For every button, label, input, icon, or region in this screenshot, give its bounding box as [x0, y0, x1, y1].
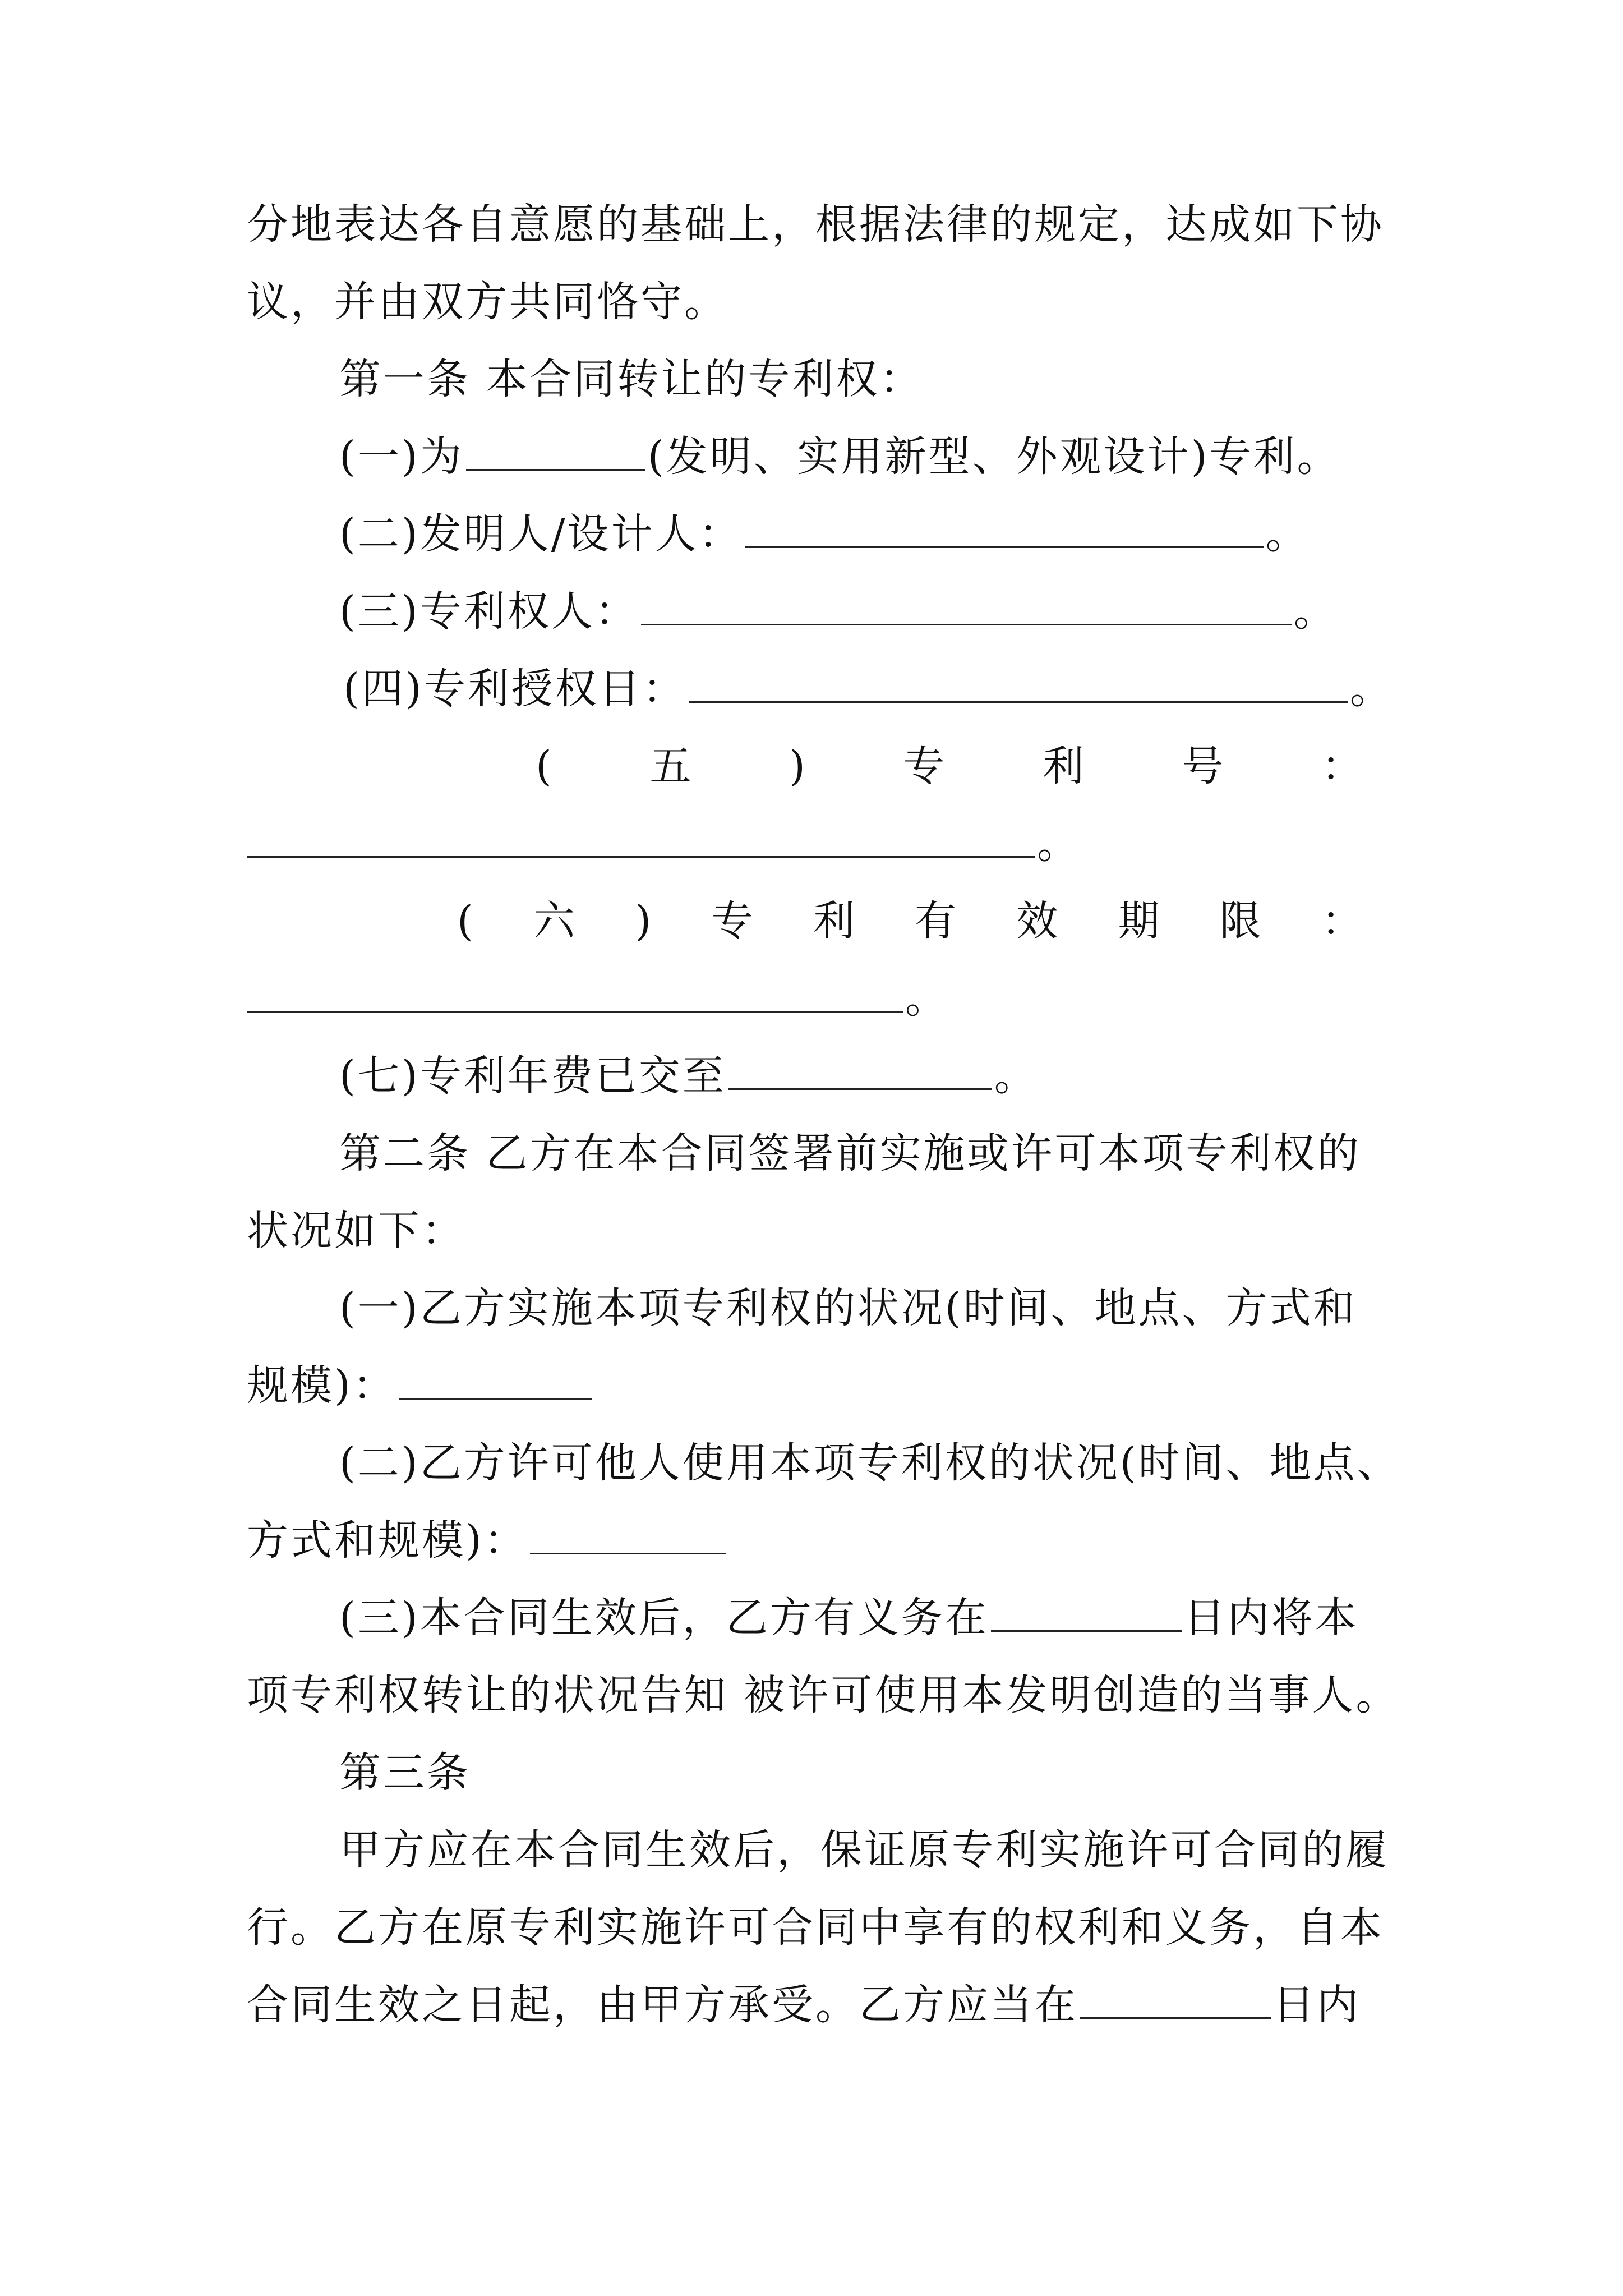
clause-char: 利 — [813, 897, 855, 945]
clause-text: 。 — [994, 1052, 1038, 1100]
clause-text: 合同生效之日起，由甲方承受。乙方应当在 — [247, 1981, 1078, 2029]
clause-text: (一)为 — [339, 432, 464, 481]
clause-text: 。 — [1265, 510, 1310, 558]
clause-text: (三)本合同生效后，乙方有义务在 — [339, 1594, 989, 1642]
clause-text: 方式和规模)： — [247, 1516, 528, 1565]
article-heading: 第一条 本合同转让的专利权： — [339, 355, 924, 403]
clause-line — [247, 1360, 594, 1411]
clause-text: 。 — [1349, 665, 1394, 713]
fill-blank[interactable] — [689, 666, 1348, 703]
clause-line — [343, 664, 1394, 714]
fill-blank[interactable] — [1080, 1982, 1271, 2019]
clause-char: 号 — [1182, 742, 1224, 790]
clause-line — [339, 586, 1338, 637]
clause-line — [247, 1980, 1361, 2030]
paragraph-line: 甲方应在本合同生效后，保证原专利实施许可合同的履 — [339, 1826, 1389, 1874]
article-heading: 第三条 — [339, 1749, 471, 1797]
clause-text: 。 — [905, 974, 949, 1023]
paragraph-line: 状况如下： — [247, 1207, 465, 1255]
clause-line: (一)乙方实施本项专利权的状况(时间、地点、方式和 — [339, 1284, 1357, 1332]
clause-line — [339, 431, 1341, 482]
fill-blank[interactable] — [991, 1595, 1182, 1632]
clause-text: 。 — [1293, 587, 1338, 636]
clause-line — [247, 1515, 728, 1566]
clause-text: 日内将本 — [1183, 1594, 1359, 1642]
fill-blank[interactable] — [641, 589, 1292, 625]
clause-char: 专 — [903, 742, 945, 790]
clause-line — [247, 973, 949, 1024]
fill-blank[interactable] — [728, 1053, 992, 1090]
article-heading: 第二条 乙方在本合同签署前实施或许可本项专利权的 — [339, 1129, 1361, 1177]
clause-text: (四)专利授权日： — [343, 665, 686, 713]
clause-char: 期 — [1118, 897, 1160, 945]
clause-char: ( — [536, 742, 552, 790]
clause-line: (二)乙方许可他人使用本项专利权的状况(时间、地点、 — [339, 1439, 1401, 1487]
paragraph-line: 分地表达各自意愿的基础上，根据法律的规定，达成如下协 — [247, 200, 1384, 249]
clause-text: 。 — [1037, 820, 1081, 868]
clause-char: 六 — [533, 897, 575, 945]
clause-line — [339, 509, 1310, 559]
clause-char: ： — [1321, 742, 1363, 790]
fill-blank[interactable] — [247, 976, 903, 1013]
clause-text: 规模)： — [247, 1361, 396, 1410]
clause-char: ( — [457, 897, 473, 945]
clause-char: 专 — [711, 897, 753, 945]
clause-char: 五 — [649, 742, 691, 790]
fill-blank[interactable] — [745, 512, 1264, 548]
clause-char: ) — [789, 742, 805, 790]
fill-blank[interactable] — [247, 821, 1035, 858]
paragraph-line: 议，并由双方共同恪守。 — [247, 278, 728, 326]
clause-line — [339, 1051, 1038, 1101]
fill-blank[interactable] — [399, 1363, 592, 1400]
clause-line — [247, 818, 1081, 869]
clause-char: 利 — [1042, 742, 1084, 790]
fill-blank[interactable] — [466, 434, 645, 471]
clause-text: 日内 — [1273, 1981, 1361, 2029]
clause-text: (七)专利年费已交至 — [339, 1052, 726, 1100]
clause-text: (三)专利权人： — [339, 587, 639, 636]
clause-char: 有 — [915, 897, 956, 945]
paragraph-line: 项专利权转让的状况告知 被许可使用本发明创造的当事人。 — [247, 1671, 1400, 1719]
clause-line — [339, 1593, 1359, 1643]
clause-char: ) — [635, 897, 652, 945]
clause-char: 限 — [1219, 897, 1261, 945]
fill-blank[interactable] — [530, 1518, 726, 1554]
justified-clause-line — [536, 741, 1363, 792]
paragraph-line: 行。乙方在原专利实施许可合同中享有的权利和义务，自本 — [247, 1903, 1384, 1952]
clause-char: ： — [1321, 897, 1363, 945]
clause-char: 效 — [1016, 897, 1058, 945]
clause-text: (二)发明人/设计人： — [339, 510, 743, 558]
justified-clause-line — [457, 896, 1363, 946]
clause-text: (发明、实用新型、外观设计)专利。 — [647, 432, 1341, 481]
